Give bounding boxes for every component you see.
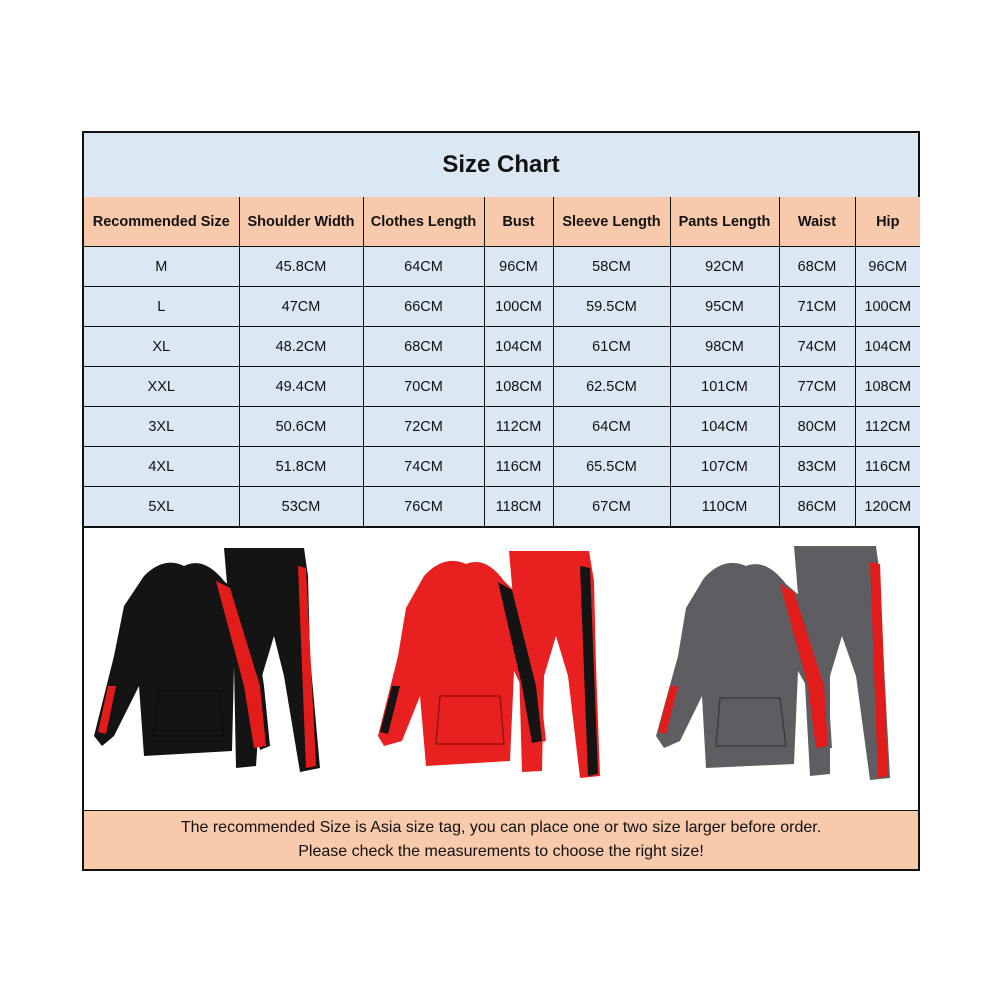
column-header: Pants Length (670, 197, 779, 247)
table-header-row (84, 197, 920, 247)
red-tracksuit-image (364, 536, 624, 796)
table-cell: L (84, 287, 239, 327)
table-row (84, 247, 920, 287)
column-header: Bust (484, 197, 553, 247)
column-header: Waist (779, 197, 855, 247)
table-cell: 112CM (484, 407, 553, 447)
table-cell: 76CM (363, 487, 484, 527)
table-cell: 116CM (855, 447, 920, 487)
table-cell: 107CM (670, 447, 779, 487)
size-table (84, 197, 920, 527)
table-cell: 49.4CM (239, 367, 363, 407)
table-cell: 108CM (484, 367, 553, 407)
note-line-1: The recommended Size is Asia size tag, you can place one or two size larger before order. (180, 819, 822, 836)
table-cell: 100CM (855, 287, 920, 327)
table-cell: 74CM (779, 327, 855, 367)
table-cell: 96CM (484, 247, 553, 287)
table-cell: 83CM (779, 447, 855, 487)
table-cell: 4XL (84, 447, 239, 487)
table-cell: 118CM (484, 487, 553, 527)
table-cell: 68CM (779, 247, 855, 287)
table-row (84, 407, 920, 447)
table-cell: 71CM (779, 287, 855, 327)
table-cell: 96CM (855, 247, 920, 287)
black-tracksuit-image (84, 536, 344, 796)
table-cell: 92CM (670, 247, 779, 287)
table-cell: 112CM (855, 407, 920, 447)
table-cell: XXL (84, 367, 239, 407)
table-cell: 58CM (553, 247, 670, 287)
table-row (84, 447, 920, 487)
table-cell: 62.5CM (553, 367, 670, 407)
note-line-2: Please check the measurements to choose the right size! (298, 843, 704, 860)
table-row (84, 327, 920, 367)
table-cell: 108CM (855, 367, 920, 407)
chart-title: Size Chart (84, 133, 918, 198)
product-photos (84, 527, 918, 811)
table-cell: 77CM (779, 367, 855, 407)
table-cell: 72CM (363, 407, 484, 447)
table-cell: 101CM (670, 367, 779, 407)
table-cell: 104CM (855, 327, 920, 367)
column-header: Sleeve Length (553, 197, 670, 247)
table-cell: 61CM (553, 327, 670, 367)
table-cell: 47CM (239, 287, 363, 327)
table-row (84, 487, 920, 527)
table-cell: 51.8CM (239, 447, 363, 487)
table-cell: 59.5CM (553, 287, 670, 327)
table-cell: 104CM (670, 407, 779, 447)
table-cell: 68CM (363, 327, 484, 367)
column-header: Clothes Length (363, 197, 484, 247)
table-cell: 45.8CM (239, 247, 363, 287)
gray-tracksuit-image (644, 536, 904, 796)
table-cell: 50.6CM (239, 407, 363, 447)
table-cell: 116CM (484, 447, 553, 487)
table-cell: 120CM (855, 487, 920, 527)
column-header: Recommended Size (84, 197, 239, 247)
table-cell: 86CM (779, 487, 855, 527)
table-cell: 64CM (363, 247, 484, 287)
table-row (84, 367, 920, 407)
table-cell: 74CM (363, 447, 484, 487)
table-cell: 48.2CM (239, 327, 363, 367)
table-row (84, 287, 920, 327)
size-note (84, 811, 918, 869)
column-header: Shoulder Width (239, 197, 363, 247)
table-cell: 66CM (363, 287, 484, 327)
table-cell: XL (84, 327, 239, 367)
table-cell: 64CM (553, 407, 670, 447)
table-cell: 104CM (484, 327, 553, 367)
table-cell: 95CM (670, 287, 779, 327)
table-cell: 98CM (670, 327, 779, 367)
table-cell: 80CM (779, 407, 855, 447)
table-cell: 70CM (363, 367, 484, 407)
table-cell: 110CM (670, 487, 779, 527)
table-cell: M (84, 247, 239, 287)
table-cell: 100CM (484, 287, 553, 327)
size-chart (82, 131, 920, 871)
table-cell: 65.5CM (553, 447, 670, 487)
table-cell: 67CM (553, 487, 670, 527)
column-header: Hip (855, 197, 920, 247)
table-cell: 5XL (84, 487, 239, 527)
table-cell: 53CM (239, 487, 363, 527)
table-cell: 3XL (84, 407, 239, 447)
